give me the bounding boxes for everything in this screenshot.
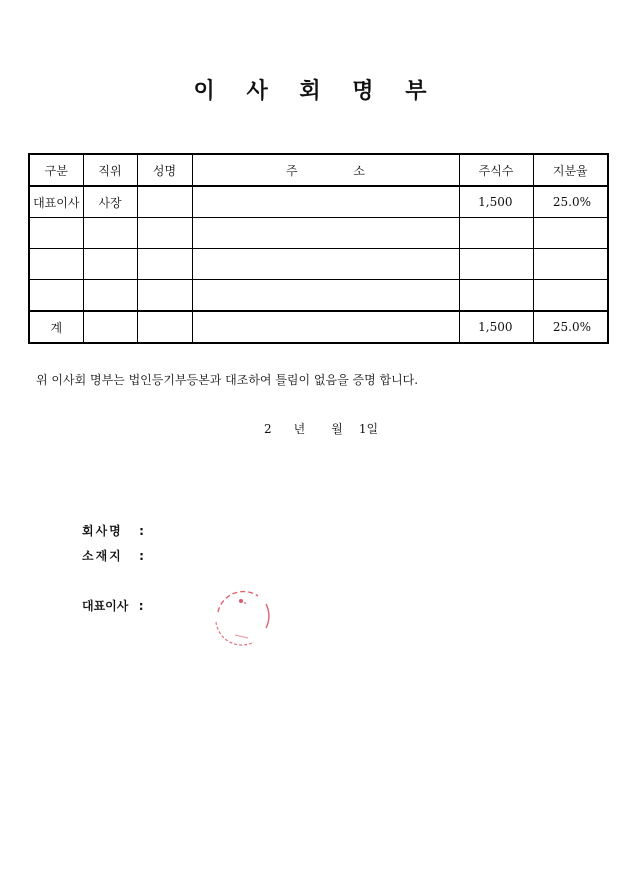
ceo-field [82, 597, 144, 614]
cell-position [83, 280, 137, 312]
company-address-label: 소재지 [82, 549, 123, 563]
table-total-row [29, 311, 608, 343]
cell-shares: 1,500 [459, 186, 533, 218]
cell-address [192, 186, 459, 218]
company-seal-stamp [208, 586, 274, 648]
cell-ratio: 25.0% [533, 186, 608, 218]
company-address-field [82, 547, 144, 564]
date-year: 2 [264, 422, 272, 436]
company-name-label: 회사명 [82, 524, 123, 538]
document-date [264, 420, 378, 437]
cell-address [192, 218, 459, 249]
ceo-label: 대표이사 [82, 599, 129, 613]
company-name-colon: : [139, 524, 144, 538]
cell-ratio [533, 218, 608, 249]
header-shares: 주식수 [459, 154, 533, 186]
cell-category: 대표이사 [29, 186, 83, 218]
total-position [83, 311, 137, 343]
cell-position: 사장 [83, 186, 137, 218]
cell-name [137, 218, 192, 249]
cell-name [137, 249, 192, 280]
table-row [29, 249, 608, 280]
cell-address [192, 280, 459, 312]
total-shares: 1,500 [459, 311, 533, 343]
header-category: 구분 [29, 154, 83, 186]
cell-name [137, 280, 192, 312]
header-position: 직위 [83, 154, 137, 186]
cell-category [29, 280, 83, 312]
total-name [137, 311, 192, 343]
date-day-unit: 일 [366, 422, 379, 436]
header-address: 주 소 [192, 154, 459, 186]
table-row [29, 186, 608, 218]
table-row [29, 218, 608, 249]
cell-name [137, 186, 192, 218]
table-row [29, 280, 608, 312]
cell-shares [459, 218, 533, 249]
document-title: 이 사 회 명 부 [193, 79, 439, 104]
company-address-colon: : [139, 549, 144, 563]
cell-position [83, 249, 137, 280]
cell-shares [459, 249, 533, 280]
date-year-unit: 년 [293, 422, 306, 436]
cell-category [29, 218, 83, 249]
company-name-field [82, 522, 144, 539]
board-roster-table [28, 153, 609, 344]
cell-ratio [533, 280, 608, 312]
cell-position [83, 218, 137, 249]
cell-category [29, 249, 83, 280]
cell-shares [459, 280, 533, 312]
header-ratio: 지분율 [533, 154, 608, 186]
total-label: 계 [29, 311, 83, 343]
header-name: 성명 [137, 154, 192, 186]
table-header-row [29, 154, 608, 186]
date-month-unit: 월 [331, 422, 343, 436]
total-ratio: 25.0% [533, 311, 608, 343]
cell-ratio [533, 249, 608, 280]
cell-address [192, 249, 459, 280]
total-address [192, 311, 459, 343]
certification-statement: 위 이사회 명부는 법인등기부등본과 대조하여 틀림이 없음을 증명 합니다. [36, 373, 419, 387]
ceo-colon: : [138, 599, 144, 613]
date-day: 1 [358, 422, 367, 436]
